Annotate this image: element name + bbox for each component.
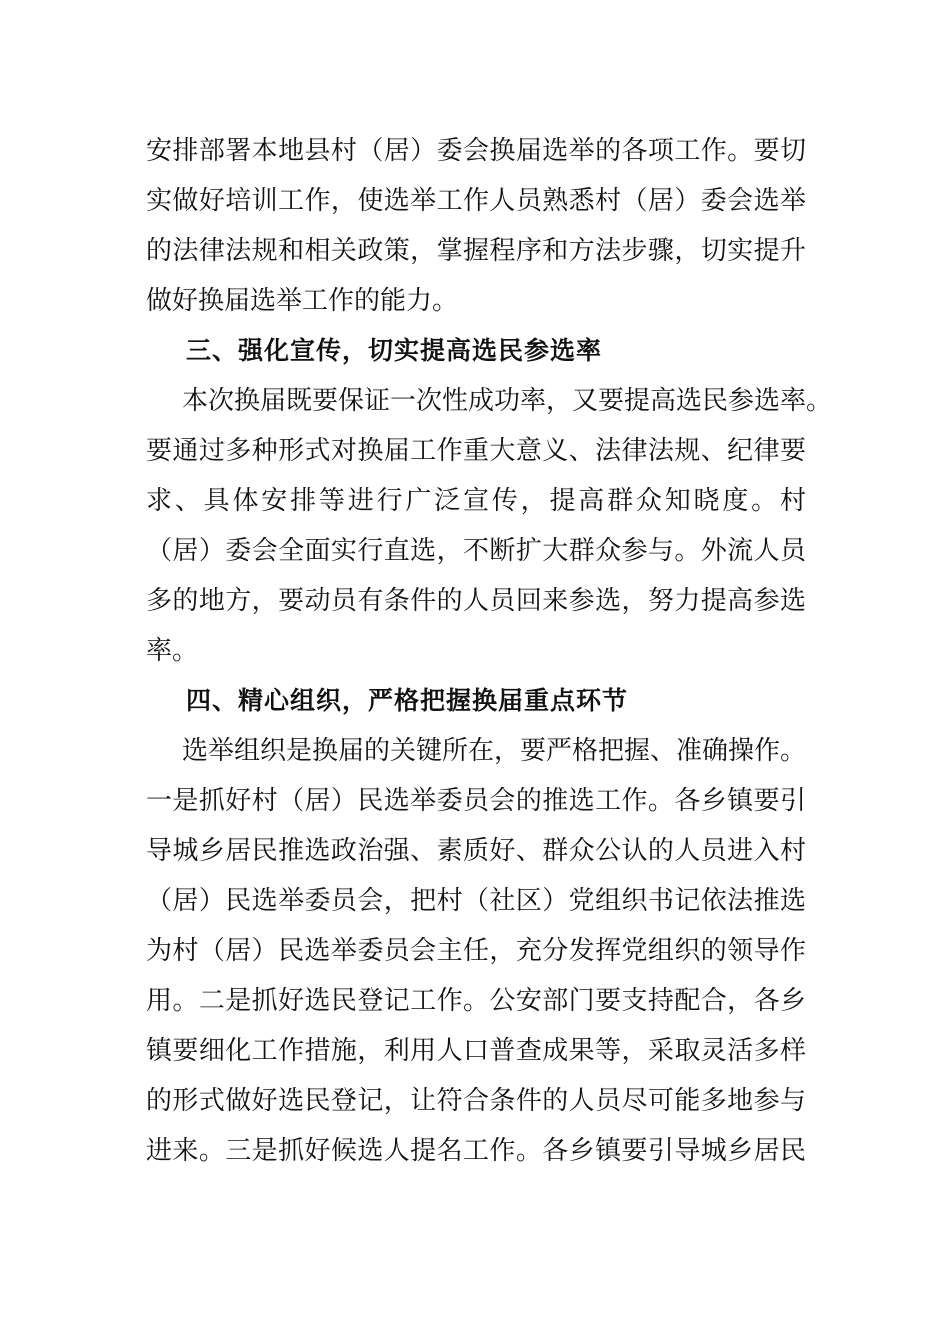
- paragraph-line: 用。二是抓好选民登记工作。公安部门要支持配合，各乡: [146, 986, 806, 1016]
- paragraph-line: 做好换届选举工作的能力。: [146, 286, 459, 316]
- paragraph-line: 的法律法规和相关政策，掌握程序和方法步骤，切实提升: [146, 236, 806, 266]
- paragraph-line: 求、具体安排等进行广泛宣传，提高群众知晓度。村: [146, 486, 806, 516]
- paragraph-line: 导城乡居民推选政治强、素质好、群众公认的人员进入村: [146, 836, 806, 866]
- paragraph-line: 为村（居）民选举委员会主任，充分发挥党组织的领导作: [146, 936, 806, 966]
- paragraph-line: 本次换届既要保证一次性成功率，又要提高选民参选率。: [182, 386, 833, 416]
- paragraph-line: （居）民选举委员会，把村（社区）党组织书记依法推选: [146, 886, 806, 916]
- paragraph-line: 安排部署本地县村（居）委会换届选举的各项工作。要切: [146, 136, 806, 166]
- paragraph-line: 率。: [146, 636, 199, 666]
- paragraph-line: 的形式做好选民登记，让符合条件的人员尽可能多地参与: [146, 1086, 806, 1116]
- paragraph-line: 一是抓好村（居）民选举委员会的推选工作。各乡镇要引: [146, 786, 806, 816]
- paragraph-line: 镇要细化工作措施，利用人口普查成果等，采取灵活多样: [146, 1036, 806, 1066]
- section-heading: 三、强化宣传，切实提高选民参选率: [186, 336, 603, 365]
- paragraph-line: 选举组织是换届的关键所在，要严格把握、准确操作。: [182, 736, 807, 766]
- paragraph-line: 实做好培训工作，使选举工作人员熟悉村（居）委会选举: [146, 186, 806, 216]
- paragraph-line: 进来。三是抓好候选人提名工作。各乡镇要引导城乡居民: [146, 1136, 806, 1166]
- paragraph-line: （居）委会全面实行直选，不断扩大群众参与。外流人员: [146, 536, 806, 566]
- paragraph-line: 多的地方，要动员有条件的人员回来参选，努力提高参选: [146, 586, 806, 616]
- paragraph-line: 要通过多种形式对换届工作重大意义、法律法规、纪律要: [146, 436, 806, 466]
- section-heading: 四、精心组织，严格把握换届重点环节: [186, 686, 629, 715]
